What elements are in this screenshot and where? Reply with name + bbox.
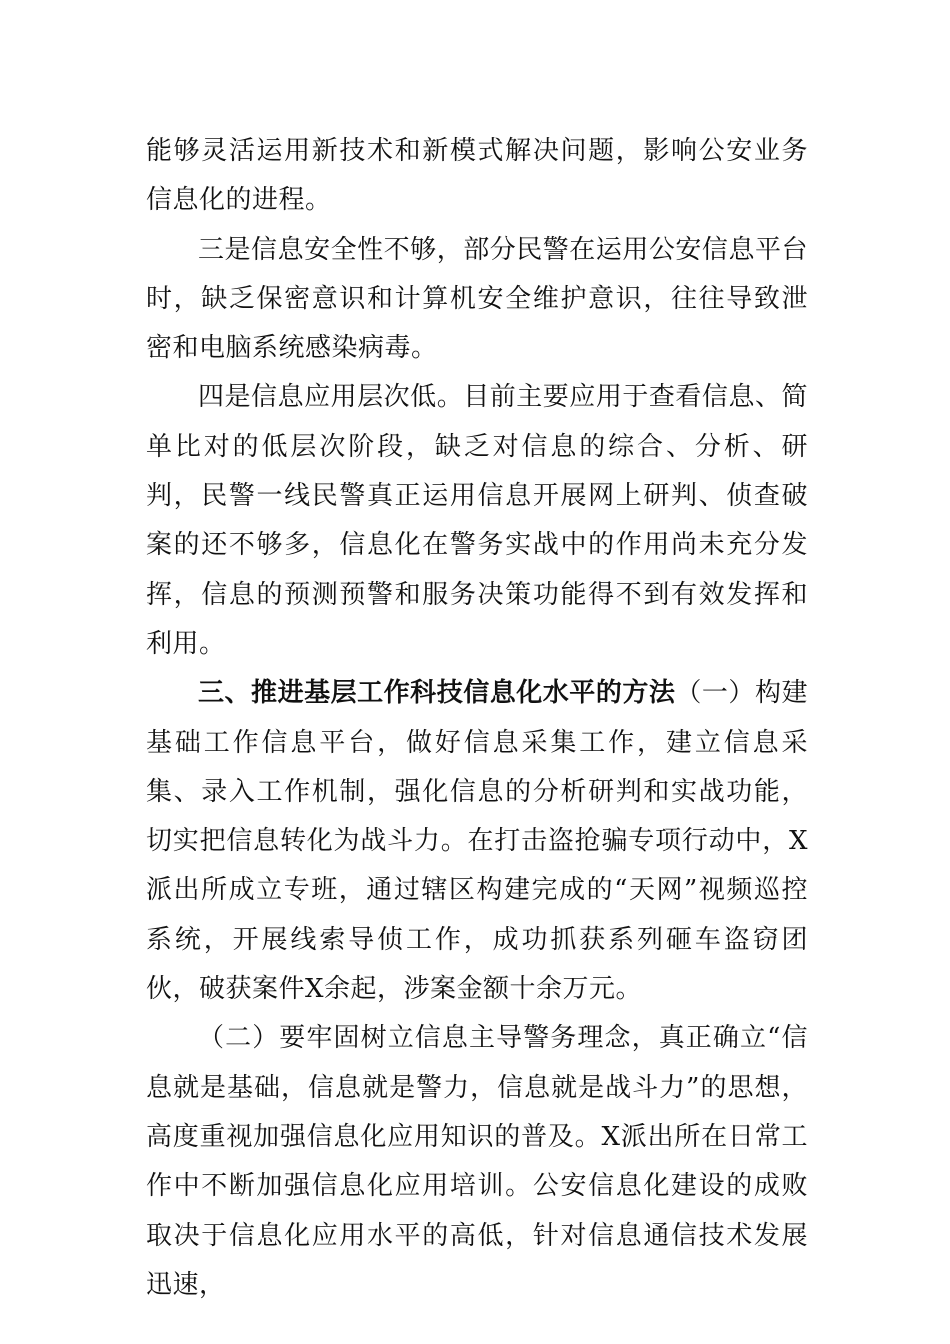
paragraph-section-three <box>146 669 808 1014</box>
paragraph-text: （二）要牢固树立信息主导警务理念，真正确立“信息就是基础，信息就是警力，信息就是战斗力”的思想，高度重视加强信息化应用知识的普及。X派出所在日常工作中不断加强信息化应用培训。公安信息化建设的成败取决于信息化应用水平的高低，针对信息通信技术发展迅速， <box>146 1023 808 1300</box>
paragraph-subsection-two <box>146 1014 808 1310</box>
paragraph-continuation <box>146 127 808 226</box>
section-heading: 三、推进基层工作科技信息化水平的方法 <box>198 678 676 709</box>
paragraph-text: 能够灵活运用新技术和新模式解决问题，影响公安业务信息化的进程。 <box>146 136 808 216</box>
document-body <box>146 127 808 1310</box>
paragraph-text: （一）构建基础工作信息平台，做好信息采集工作，建立信息采集、录入工作机制，强化信息的分析研判和实战功能，切实把信息转化为战斗力。在打击盗抢骗专项行动中，X派出所成立专班，通过辖区构建完成的“天网”视频巡控系统，开展线索导侦工作，成功抓获系列砸车盗窃团伙，破获案件X余起，涉案金额十余万元。 <box>146 678 808 1005</box>
paragraph-text: 四是信息应用层次低。目前主要应用于查看信息、简单比对的低层次阶段，缺乏对信息的综合、分析、研判，民警一线民警真正运用信息开展网上研判、侦查破案的还不够多，信息化在警务实战中的作用尚未充分发挥，信息的预测预警和服务决策功能得不到有效发挥和利用。 <box>146 382 808 659</box>
paragraph-point-four <box>146 373 808 669</box>
paragraph-text: 三是信息安全性不够，部分民警在运用公安信息平台时，缺乏保密意识和计算机安全维护意识，往往导致泄密和电脑系统感染病毒。 <box>146 234 808 364</box>
paragraph-point-three <box>146 226 808 374</box>
